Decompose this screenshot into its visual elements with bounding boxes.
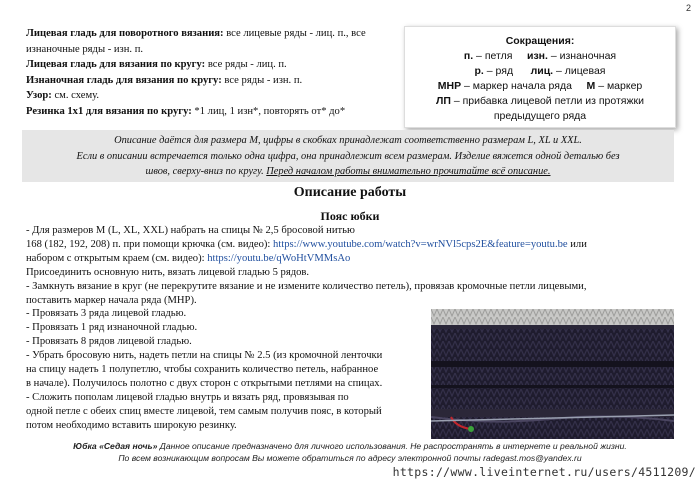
note-line: Если в описании встречается только одна цифра, она принадлежит всем размерам. Изделие вяжется одной деталью без [76, 150, 620, 162]
page-number: 2 [685, 3, 691, 13]
instruction-line: - Провязать 1 ряд изнаночной гладью. [26, 322, 198, 334]
instruction-line: - Провязать 8 рядов лицевой гладью. [26, 336, 192, 348]
note-line: швов, сверху-вниз по кругу. [145, 166, 267, 177]
stitch-definitions [26, 26, 396, 120]
definition-item: Резинка 1х1 для вязания по кругу: *1 лиц, 1 изн*, повторять от* до* [26, 105, 346, 117]
instruction-line: набором с открытым краем (см. видео): https://youtu.be/qWoHtVMMsAo [26, 252, 351, 264]
section-subheading: Пояс юбки [320, 209, 380, 223]
instruction-line: - Провязать 3 ряда лицевой гладью. [26, 308, 187, 320]
abbreviation-row: МНР – маркер начала ряда М – маркер [437, 80, 643, 92]
footer-text: Данное описание предназначено для личного использования. Не распространять в интернете и реальной жизни. [157, 441, 627, 451]
page-footer [0, 440, 700, 464]
video-link-1[interactable]: https://www.youtube.com/watch?v=wrNVl5cps2E&feature=youtu.be [273, 238, 568, 250]
video-link-2[interactable]: https://youtu.be/qWoHtVMMsAo [207, 252, 351, 264]
instruction-line: на спицу надеть 1 полупетлю, чтобы сохранить количество петель, набранное [26, 364, 379, 376]
note-line: Описание даётся для размера М, цифры в скобках принадлежат соответственно размерам L, XL и XXL. [114, 135, 582, 146]
definition-item: Лицевая гладь для поворотного вязания: все лицевые ряды - лиц. п., все изнаночные ряды - изн. п. [26, 28, 366, 55]
instruction-line: - Убрать бросовую нить, надеть петли на спицы № 2.5 (из кромочной ленточки [26, 350, 383, 362]
definition-item: Узор: см. схему. [26, 90, 100, 102]
definition-item: Лицевая гладь для вязания по кругу: все ряды - лиц. п. [26, 59, 287, 71]
watermark-url: https://www.liveinternet.ru/users/4511209/ [392, 465, 696, 479]
instruction-line: - Замкнуть вязание в круг (не перекрутите вязание и не измените количество петель), провязав кромочные петли лицевыми, [26, 280, 587, 292]
knitting-photo [431, 309, 674, 439]
abbreviation-row: предыдущего ряда [493, 110, 587, 122]
instruction-line: потом необходимо вставить широкую резинку. [26, 419, 237, 431]
instruction-line: - Для размеров М (L, XL, XXL) набрать на спицы № 2,5 бросовой нитью [26, 225, 355, 236]
instruction-line: поставить маркер начала ряда (МНР). [26, 294, 197, 306]
footer-title: Юбка «Седая ночь» [73, 441, 158, 451]
abbreviations-box [404, 26, 676, 128]
abbreviation-row: ЛП – прибавка лицевой петли из протяжки [436, 95, 644, 107]
description-note [22, 130, 674, 182]
instruction-line: - Сложить пополам лицевой гладью внутрь и вязать ряд, провязывая по [26, 391, 349, 403]
note-warning: Перед началом работы внимательно прочитайте всё описание. [266, 166, 551, 177]
abbreviation-row: р. – ряд лиц. – лицевая [474, 65, 606, 77]
definition-item: Изнаночная гладь для вязания по кругу: все ряды - изн. п. [26, 74, 303, 86]
instruction-line: в начале). Получилось полотно с двух сторон с открытыми петлями на спицах. [26, 377, 383, 389]
abbreviations-title: Сокращения: [505, 35, 575, 47]
instruction-line: Присоединить основную нить, вязать лицевой гладью 5 рядов. [26, 266, 310, 278]
abbreviation-row: п. – петля изн. – изнаночная [463, 50, 617, 62]
footer-contact: По всем возникающим вопросам Вы можете обратиться по адресу электронной почты radegast.mos@yandex.ru [118, 453, 582, 463]
knitted-waistband-image [431, 309, 674, 439]
instruction-line: одной петле с обеих спиц вместе лицевой, тем самым получив пояс, в который [26, 405, 382, 417]
instruction-line: 168 (182, 192, 208) п. при помощи крючка (см. видео): https://www.youtube.com/watch?v=wrNVl5cps2E&feature=youtu.be или [26, 238, 587, 250]
section-heading: Описание работы [293, 185, 407, 200]
